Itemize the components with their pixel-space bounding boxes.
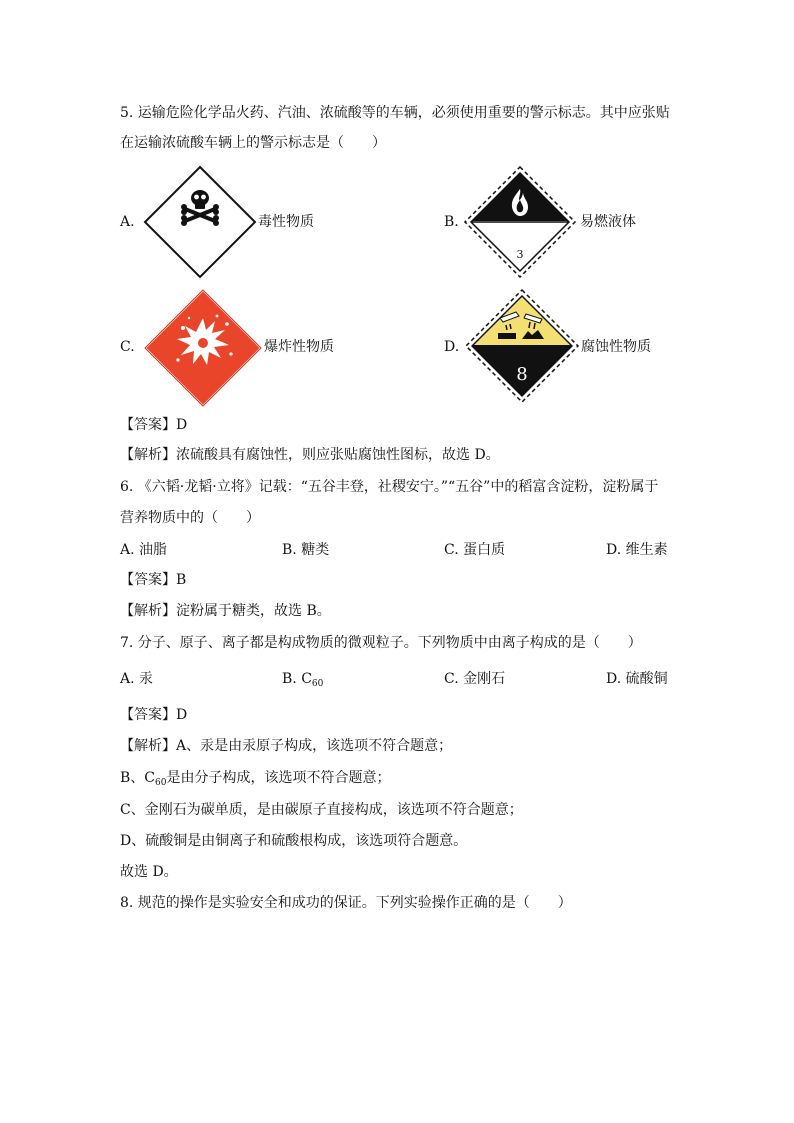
q6-analysis: 【解析】淀粉属于糖类，故选 B。 [120, 603, 331, 619]
q6-stem-line2: 营养物质中的（ ） [120, 510, 260, 526]
q5-option-b-letter[interactable]: B. [444, 214, 459, 230]
sign-class-number: 8 [516, 364, 528, 385]
q7-analysis-line2-rest: 是由分子构成，该选项不符合题意； [166, 770, 391, 786]
q6-stem-line1: 6. 《六韬·龙韬·立将》记载：“五谷丰登，社稷安宁。”“五谷”中的稻富含淀粉，淀粉属于 [120, 479, 659, 495]
q7-analysis-line3: C、金刚石为碳单质，是由碳原子直接构成，该选项不符合题意； [120, 802, 523, 818]
q5-option-a-caption: 毒性物质 [258, 214, 314, 230]
q6-option-b[interactable]: B. 糖类 [282, 542, 330, 558]
sign-class-number: 3 [516, 248, 524, 261]
q7-analysis-line2-subscript: 60 [155, 778, 167, 788]
q7-option-a[interactable]: A. 汞 [120, 671, 154, 687]
q7-analysis-line1: 【解析】A、汞是由汞原子构成，该选项不符合题意； [120, 738, 453, 754]
q5-option-b-caption: 易燃液体 [580, 214, 636, 230]
q5-answer: 【答案】D [120, 417, 188, 433]
q5-option-a-letter[interactable]: A. [120, 214, 135, 230]
q8-stem-line1: 8. 规范的操作是实验安全和成功的保证。下列实验操作正确的是（ ） [120, 895, 572, 911]
q7-analysis-line2 [120, 769, 390, 792]
q5-stem-line2: 在运输浓硫酸车辆上的警示标志是（ ） [120, 135, 386, 151]
flammable-liquid-sign [463, 165, 577, 279]
q7-stem-line1: 7. 分子、原子、离子都是构成物质的微观粒子。下列物质中由离子构成的是（ ） [120, 635, 642, 651]
q5-stem-line1: 5. 运输危险化学品火药、汽油、浓硫酸等的车辆，必须使用重要的警示标志。其中应张贴 [120, 105, 670, 121]
q5-option-c-letter[interactable]: C. [120, 339, 135, 355]
q7-option-b-text: B. C [282, 671, 312, 687]
q5-option-c-caption: 爆炸性物质 [264, 339, 334, 355]
q7-option-b[interactable] [282, 670, 323, 693]
corrosive-sign [464, 288, 580, 404]
q7-option-d[interactable]: D. 硫酸铜 [606, 671, 668, 687]
q6-option-d[interactable]: D. 维生素 [606, 542, 668, 558]
q5-analysis: 【解析】浓硫酸具有腐蚀性，则应张贴腐蚀性图标，故选 D。 [120, 447, 500, 463]
q7-analysis-line4: D、硫酸铜是由铜离子和硫酸根构成，该选项符合题意。 [120, 833, 468, 849]
skull-crossbones-icon [143, 165, 257, 279]
q6-answer: 【答案】B [120, 572, 187, 588]
q5-option-d-letter[interactable]: D. [444, 339, 460, 355]
q7-analysis-line2-prefix: B、C [120, 770, 155, 786]
explosive-sign [143, 288, 263, 408]
q6-option-a[interactable]: A. 油脂 [120, 542, 168, 558]
q7-option-b-subscript: 60 [311, 679, 324, 689]
q5-option-d-caption: 腐蚀性物质 [581, 339, 651, 355]
q7-analysis-line5: 故选 D。 [120, 864, 178, 880]
q7-option-c[interactable]: C. 金刚石 [444, 671, 506, 687]
q7-answer: 【答案】D [120, 707, 188, 723]
q6-option-c[interactable]: C. 蛋白质 [444, 542, 506, 558]
